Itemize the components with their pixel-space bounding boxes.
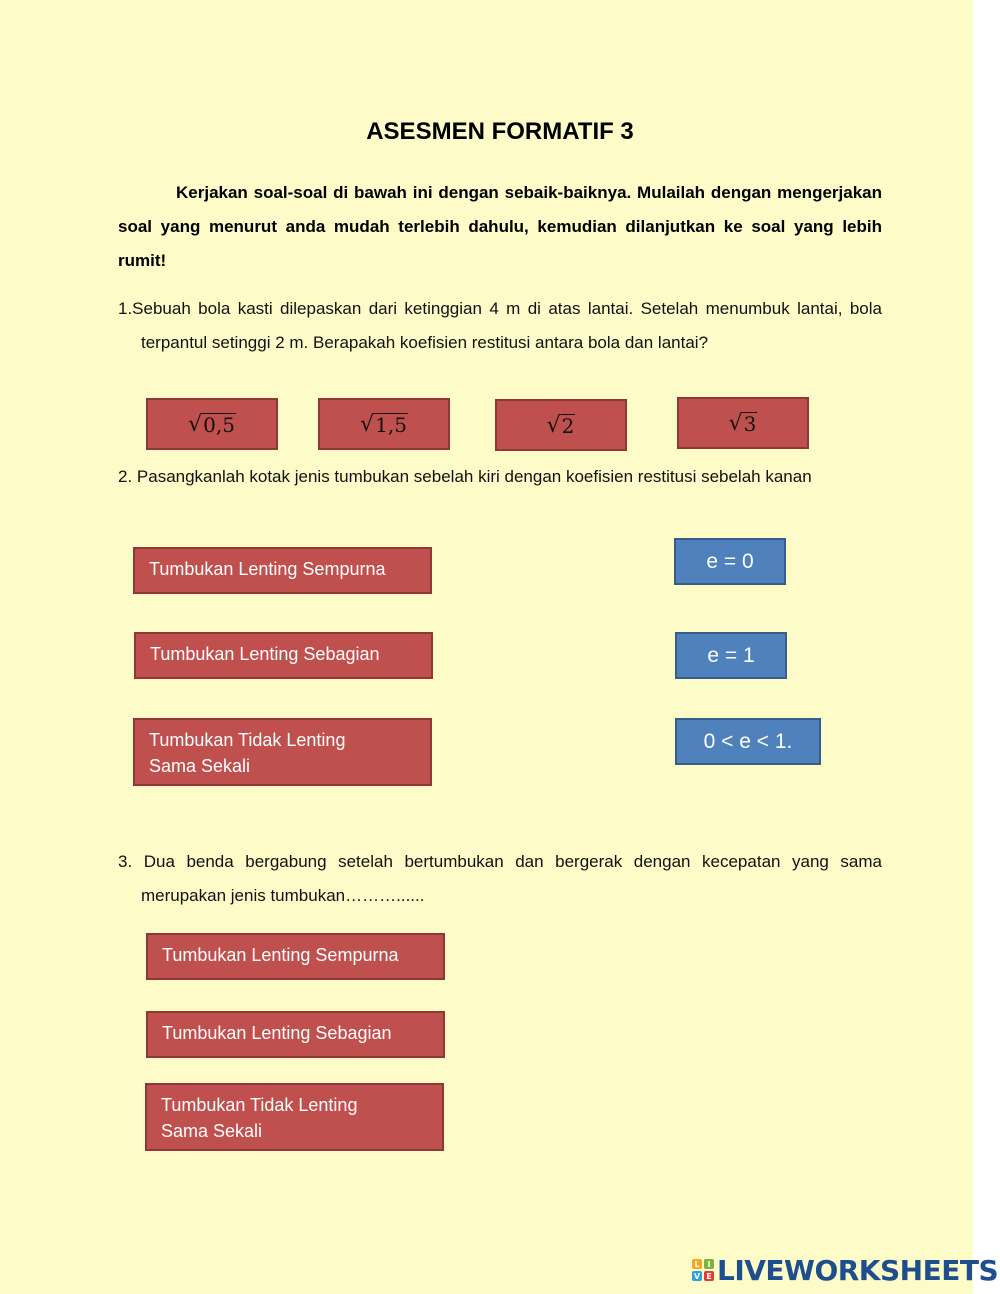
logo-tile: L: [692, 1259, 702, 1269]
radical-sign: √: [728, 410, 743, 436]
q2-right-e-0[interactable]: e = 0: [674, 538, 786, 585]
liveworksheets-logo[interactable]: [692, 1254, 998, 1286]
radicand: 0,5: [203, 412, 235, 437]
q2-right-e-between[interactable]: 0 < e < 1.: [675, 718, 821, 765]
box-label-line-1: Tumbukan Tidak Lenting: [149, 730, 346, 750]
box-label: Tumbukan Lenting Sempurna: [162, 945, 399, 965]
page-margin: [973, 0, 1000, 1294]
radical-sign: √: [360, 411, 375, 437]
radical-sign: √: [546, 412, 561, 438]
q1-choice-sqrt-0-5[interactable]: [146, 398, 278, 450]
q3-option-lenting-sempurna[interactable]: [146, 933, 445, 980]
logo-icon: [692, 1259, 714, 1281]
radical-sign: √: [188, 411, 203, 437]
q2-left-tidak-lenting[interactable]: [133, 718, 432, 786]
question-2-text: 2. Pasangkanlah kotak jenis tumbukan sebelah kiri dengan koefisien restitusi sebelah kanan: [118, 467, 812, 486]
question-1-text: 1.Sebuah bola kasti dilepaskan dari ketinggian 4 m di atas lantai. Setelah menumbuk lantai, bola terpantul setinggi 2 m. Berapakah koefisien restitusi antara bola dan lantai?: [118, 299, 882, 352]
box-label: Tumbukan Lenting Sempurna: [149, 559, 386, 579]
q3-option-tidak-lenting[interactable]: [145, 1083, 444, 1151]
logo-tile: V: [693, 1271, 701, 1281]
q3-option-lenting-sebagian[interactable]: [146, 1011, 445, 1058]
q2-right-e-1[interactable]: e = 1: [675, 632, 787, 679]
q2-left-lenting-sempurna[interactable]: [133, 547, 432, 594]
sqrt-expression: [360, 413, 408, 436]
box-label-line-1: Tumbukan Tidak Lenting: [161, 1095, 358, 1115]
sqrt-expression: [547, 414, 576, 437]
instructions: Kerjakan soal-soal di bawah ini dengan sebaik-baiknya. Mulailah dengan mengerjakan soal yang menurut anda mudah terlebih dahulu, kemudian dilanjutkan ke soal yang lebih rumit!: [118, 183, 882, 270]
q2-left-lenting-sebagian[interactable]: [134, 632, 433, 679]
box-label: Tumbukan Lenting Sebagian: [162, 1023, 392, 1043]
box-label-line-2: Sama Sekali: [149, 756, 251, 776]
logo-tile: E: [704, 1271, 714, 1281]
logo-text: LIVEWORKSHEETS: [717, 1253, 999, 1287]
sqrt-expression: [188, 413, 236, 436]
q1-choice-sqrt-1-5[interactable]: [318, 398, 450, 450]
radicand: 1,5: [375, 412, 407, 437]
box-label-line-2: Sama Sekali: [161, 1121, 263, 1141]
logo-tile: I: [704, 1259, 714, 1269]
box-label: Tumbukan Lenting Sebagian: [150, 644, 380, 664]
radicand: 2: [561, 413, 575, 438]
radicand: 3: [743, 411, 757, 436]
q1-choice-sqrt-2[interactable]: [495, 399, 627, 451]
question-3-text: 3. Dua benda bergabung setelah bertumbukan dan bergerak dengan kecepatan yang sama merupakan jenis tumbukan………......: [118, 852, 882, 905]
sqrt-expression: [729, 412, 758, 435]
q1-choice-sqrt-3[interactable]: [677, 397, 809, 449]
page-title: ASESMEN FORMATIF 3: [366, 118, 634, 145]
